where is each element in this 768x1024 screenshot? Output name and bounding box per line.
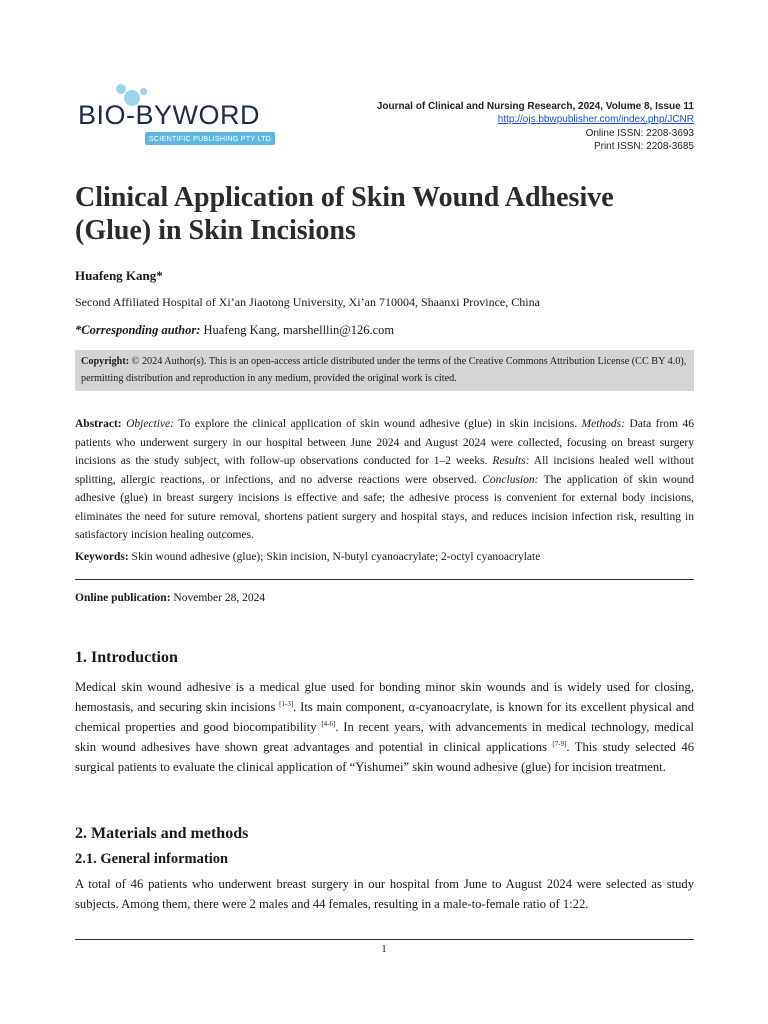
online-publication-date: November 28, 2024	[170, 592, 266, 604]
article-title: Clinical Application of Skin Wound Adhesive (Glue) in Skin Incisions	[75, 182, 614, 246]
logo-wordmark: BIO-BYWORD	[78, 100, 261, 130]
online-publication-label: Online publication:	[75, 592, 171, 604]
page-number: 1	[381, 943, 387, 955]
abstract-methods-label: Methods:	[581, 418, 625, 430]
print-issn: Print ISSN: 2208-3685	[593, 141, 694, 153]
intro-text: . Its main component, α-cyanoacrylate, is known for its excellent physical and chemical properties and good biocompatibility	[75, 700, 695, 734]
corresponding-author	[75, 323, 394, 338]
journal-info	[377, 100, 694, 154]
online-publication	[75, 592, 265, 604]
abstract-objective-label: Objective:	[126, 418, 174, 430]
subsection-heading-general-info: 2.1. General information	[75, 851, 229, 867]
abstract	[75, 415, 694, 545]
copyright-label: Copyright:	[81, 356, 130, 367]
abstract-label: Abstract:	[75, 418, 122, 430]
journal-url-link[interactable]: http://ojs.bbwpublisher.com/index.php/JCNR	[497, 114, 694, 126]
citation-ref: [4-6]	[321, 719, 336, 728]
intro-text: Medical skin wound adhesive is a medical glue used for bonding minor skin wounds and is widely used for closing, hemostasis, and securing skin incisions	[75, 680, 694, 714]
footer-divider	[75, 939, 694, 940]
section-heading-introduction: 1. Introduction	[75, 649, 178, 666]
keywords-label: Keywords:	[75, 551, 129, 563]
publisher-logo	[78, 84, 278, 148]
intro-text: . This study selected 46 surgical patients to evaluate the clinical application of “Yishumei” skin wound adhesive (glue) for incision treatment.	[75, 740, 694, 774]
logo-bubble-icon	[140, 88, 147, 95]
citation-ref: [1-3]	[279, 699, 294, 708]
copyright-box	[75, 350, 694, 391]
corresponding-author-label: *Corresponding author:	[75, 323, 201, 337]
abstract-methods: Data from 46 patients who underwent surgery in our hospital between June 2024 and August 2024 were collected, focusing on breast surgery incisions as the study subject, with follow-up observations conducted for 1–2 weeks.	[75, 418, 694, 467]
section-heading-methods: 2. Materials and methods	[75, 825, 249, 842]
abstract-objective: To explore the clinical application of skin wound adhesive (glue) in skin incisions.	[174, 418, 582, 430]
journal-name: Journal of Clinical and Nursing Research, 2024, Volume 8, Issue 11	[376, 101, 694, 112]
abstract-conclusion-label: Conclusion:	[482, 473, 539, 486]
author-name: Huafeng Kang*	[75, 268, 163, 283]
online-issn: Online ISSN: 2208-3693	[585, 127, 694, 139]
introduction-paragraph	[75, 677, 694, 777]
abstract-results: All incisions healed well without splitting, allergic reactions, or infections, and no adverse reactions were observed.	[75, 455, 694, 486]
keywords-text: Skin wound adhesive (glue); Skin incision, N-butyl cyanoacrylate; 2-octyl cyanoacrylate	[128, 551, 541, 563]
author-affiliation: Second Affiliated Hospital of Xi’an Jiaotong University, Xi’an 710004, Shaanxi Province, China	[75, 295, 540, 309]
citation-ref: [7-9]	[552, 739, 567, 748]
corresponding-author-text: Huafeng Kang, marshelllin@126.com	[200, 323, 395, 337]
intro-text: . In recent years, with advancements in medical technology, medical skin wound adhesives have shown great advantages and potential in clinical applications	[75, 720, 694, 754]
abstract-results-label: Results:	[492, 455, 530, 467]
methods-paragraph: A total of 46 patients who underwent breast surgery in our hospital from June to August 2024 were selected as study subjects. Among them, there were 2 males and 44 females, resulting in a male-to-female ratio of 1:22.	[75, 877, 694, 911]
logo-subtitle: SCIENTIFIC PUBLISHING PTY LTD	[145, 132, 275, 145]
keywords	[75, 551, 694, 563]
copyright-text: © 2024 Author(s). This is an open-access article distributed under the terms of the Creative Commons Attribution License (CC BY 4.0), permitting distribution and reproduction in any medium, provided the original work is cited.	[81, 356, 687, 384]
divider	[75, 579, 694, 580]
abstract-conclusion: The application of skin wound adhesive (glue) in breast surgery incisions is effective and safe; the adhesive process is convenient for external body incisions, eliminates the need for suture removal, shortens patient surgery and hospital stays, and reduces incision infection risk, resulting in satisfactory incision healing outcomes.	[75, 473, 694, 541]
